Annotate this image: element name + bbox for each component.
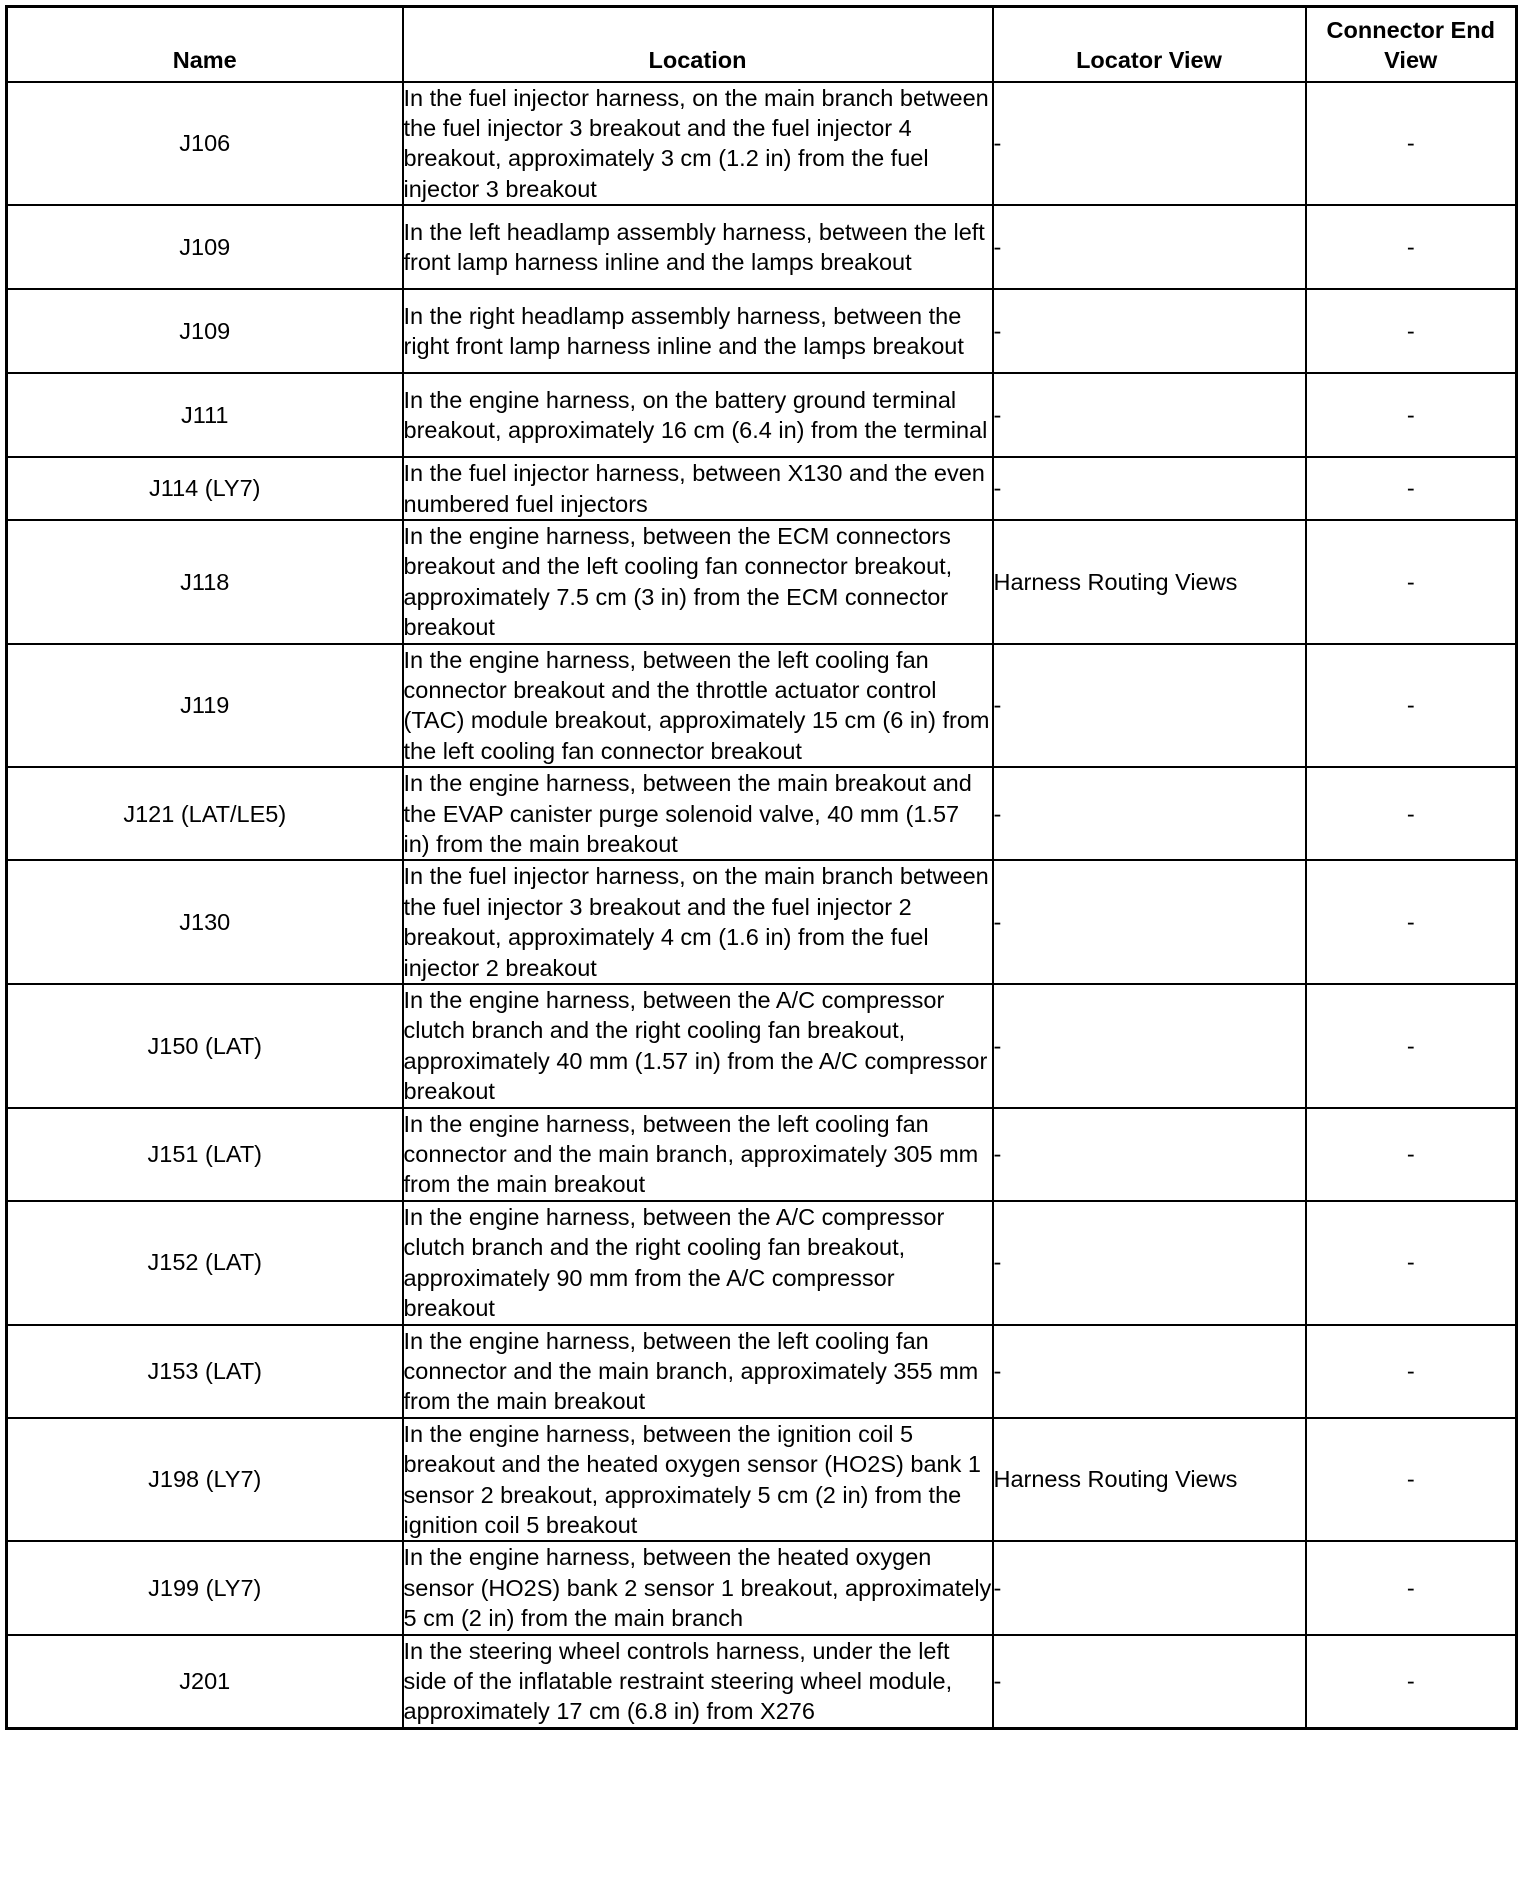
cell-locator-view: -: [993, 644, 1306, 768]
table-row: [7, 860, 1517, 984]
table-row: [7, 205, 1517, 289]
cell-connector-end-view: -: [1306, 1325, 1517, 1418]
cell-name: J130: [7, 860, 403, 984]
table-row: [7, 373, 1517, 457]
cell-location: In the fuel injector harness, between X130 and the even numbered fuel injectors: [403, 457, 993, 520]
cell-locator-view: Harness Routing Views: [993, 1418, 1306, 1542]
cell-name: J114 (LY7): [7, 457, 403, 520]
table-row: [7, 1108, 1517, 1201]
cell-name: J152 (LAT): [7, 1201, 403, 1325]
cell-name: J199 (LY7): [7, 1541, 403, 1634]
table-row: [7, 289, 1517, 373]
cell-connector-end-view: -: [1306, 1201, 1517, 1325]
cell-location: In the left headlamp assembly harness, between the left front lamp harness inline and the lamps breakout: [403, 205, 993, 289]
cell-locator-view: -: [993, 1635, 1306, 1729]
cell-locator-view: -: [993, 289, 1306, 373]
cell-locator-view: -: [993, 767, 1306, 860]
cell-connector-end-view: -: [1306, 457, 1517, 520]
cell-location: In the steering wheel controls harness, under the left side of the inflatable restraint steering wheel module, approximately 17 cm (6.8 in) from X276: [403, 1635, 993, 1729]
cell-name: J109: [7, 289, 403, 373]
cell-connector-end-view: -: [1306, 860, 1517, 984]
cell-name: J153 (LAT): [7, 1325, 403, 1418]
cell-name: J119: [7, 644, 403, 768]
cell-name: J198 (LY7): [7, 1418, 403, 1542]
cell-connector-end-view: -: [1306, 767, 1517, 860]
cell-connector-end-view: -: [1306, 984, 1517, 1108]
connector-location-table-wrapper: [5, 5, 1515, 1730]
cell-name: J118: [7, 520, 403, 644]
table-row: [7, 520, 1517, 644]
cell-connector-end-view: -: [1306, 644, 1517, 768]
cell-location: In the engine harness, between the ECM connectors breakout and the left cooling fan connector breakout, approximately 7.5 cm (3 in) from the ECM connector breakout: [403, 520, 993, 644]
cell-location: In the engine harness, between the left cooling fan connector and the main branch, approximately 355 mm from the main breakout: [403, 1325, 993, 1418]
cell-connector-end-view: -: [1306, 1541, 1517, 1634]
cell-name: J111: [7, 373, 403, 457]
cell-locator-view: -: [993, 860, 1306, 984]
table-row: [7, 1635, 1517, 1729]
connector-location-table: [5, 5, 1518, 1730]
table-row: [7, 644, 1517, 768]
header-row: [7, 7, 1517, 82]
cell-location: In the engine harness, between the A/C compressor clutch branch and the right cooling fan breakout, approximately 90 mm from the A/C compressor breakout: [403, 1201, 993, 1325]
cell-name: J150 (LAT): [7, 984, 403, 1108]
cell-location: In the fuel injector harness, on the main branch between the fuel injector 3 breakout and the fuel injector 4 breakout, approximately 3 cm (1.2 in) from the fuel injector 3 breakout: [403, 82, 993, 206]
table-row: [7, 457, 1517, 520]
cell-connector-end-view: -: [1306, 205, 1517, 289]
table-row: [7, 82, 1517, 206]
cell-location: In the engine harness, between the heated oxygen sensor (HO2S) bank 2 sensor 1 breakout, approximately 5 cm (2 in) from the main branch: [403, 1541, 993, 1634]
cell-locator-view: -: [993, 205, 1306, 289]
cell-location: In the fuel injector harness, on the main branch between the fuel injector 3 breakout and the fuel injector 2 breakout, approximately 4 cm (1.6 in) from the fuel injector 2 breakout: [403, 860, 993, 984]
table-row: [7, 984, 1517, 1108]
cell-location: In the engine harness, on the battery ground terminal breakout, approximately 16 cm (6.4 in) from the terminal: [403, 373, 993, 457]
cell-connector-end-view: -: [1306, 1108, 1517, 1201]
cell-locator-view: -: [993, 1108, 1306, 1201]
cell-location: In the engine harness, between the left cooling fan connector breakout and the throttle actuator control (TAC) module breakout, approximately 15 cm (6 in) from the left cooling fan connector breakout: [403, 644, 993, 768]
table-row: [7, 1325, 1517, 1418]
cell-locator-view: -: [993, 82, 1306, 206]
cell-connector-end-view: -: [1306, 82, 1517, 206]
cell-connector-end-view: -: [1306, 1418, 1517, 1542]
table-row: [7, 1418, 1517, 1542]
cell-locator-view: -: [993, 1201, 1306, 1325]
cell-location: In the engine harness, between the main breakout and the EVAP canister purge solenoid valve, 40 mm (1.57 in) from the main breakout: [403, 767, 993, 860]
cell-name: J121 (LAT/LE5): [7, 767, 403, 860]
cell-connector-end-view: -: [1306, 373, 1517, 457]
cell-name: J109: [7, 205, 403, 289]
column-header-connector-end-view: Connector End View: [1306, 7, 1517, 82]
table-row: [7, 1201, 1517, 1325]
cell-connector-end-view: -: [1306, 1635, 1517, 1729]
cell-location: In the engine harness, between the left cooling fan connector and the main branch, approximately 305 mm from the main breakout: [403, 1108, 993, 1201]
column-header-locator-view: Locator View: [993, 7, 1306, 82]
cell-location: In the engine harness, between the A/C compressor clutch branch and the right cooling fan breakout, approximately 40 mm (1.57 in) from the A/C compressor breakout: [403, 984, 993, 1108]
cell-locator-view: Harness Routing Views: [993, 520, 1306, 644]
cell-location: In the engine harness, between the ignition coil 5 breakout and the heated oxygen sensor (HO2S) bank 1 sensor 2 breakout, approximately 5 cm (2 in) from the ignition coil 5 breakout: [403, 1418, 993, 1542]
column-header-name: Name: [7, 7, 403, 82]
cell-name: J151 (LAT): [7, 1108, 403, 1201]
cell-locator-view: -: [993, 984, 1306, 1108]
table-body: [7, 82, 1517, 1729]
table-row: [7, 767, 1517, 860]
table-row: [7, 1541, 1517, 1634]
cell-locator-view: -: [993, 1325, 1306, 1418]
cell-name: J201: [7, 1635, 403, 1729]
cell-locator-view: -: [993, 373, 1306, 457]
cell-location: In the right headlamp assembly harness, between the right front lamp harness inline and the lamps breakout: [403, 289, 993, 373]
cell-connector-end-view: -: [1306, 289, 1517, 373]
cell-locator-view: -: [993, 457, 1306, 520]
cell-name: J106: [7, 82, 403, 206]
cell-locator-view: -: [993, 1541, 1306, 1634]
column-header-location: Location: [403, 7, 993, 82]
cell-connector-end-view: -: [1306, 520, 1517, 644]
